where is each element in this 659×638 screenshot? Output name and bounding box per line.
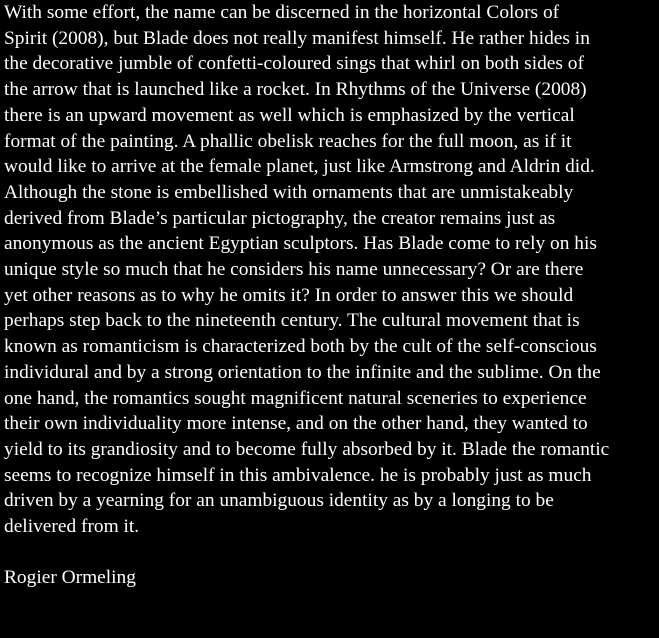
article-line: individural and by a strong orientation to the infinite and the sublime. On the (4, 361, 601, 383)
article-line: format of the painting. A phallic obelisk reaches for the full moon, as if it (4, 130, 572, 152)
article-line: would like to arrive at the female planet, just like Armstrong and Aldrin did. (4, 156, 595, 178)
article-line: derived from Blade’s particular pictography, the creator remains just as (4, 207, 556, 229)
article-line: Although the stone is embellished with ornaments that are unmistakeably (4, 181, 574, 203)
article-line: unique style so much that he considers his name unnecessary? Or are there (4, 259, 584, 281)
article-line: yield to its grandiosity and to become fully absorbed by it. Blade the romantic (4, 438, 610, 460)
article-line: With some effort, the name can be discerned in the horizontal Colors of (4, 2, 560, 23)
article-line: the decorative jumble of confetti-coloured sings that whirl on both sides of (4, 53, 584, 75)
article-line: Spirit (2008), but Blade does not really manifest himself. He rather hides in (4, 27, 590, 49)
article-text-block (4, 0, 656, 591)
article-line: there is an upward movement as well which is emphasized by the vertical (4, 104, 575, 126)
article-line: perhaps step back to the nineteenth century. The cultural movement that is (4, 310, 580, 332)
article-line: yet other reasons as to why he omits it? In order to answer this we should (4, 284, 574, 306)
article-line: their own individuality more intense, and on the other hand, they wanted to (4, 413, 588, 435)
article-line: delivered from it. (4, 516, 140, 538)
article-line: seems to recognize himself in this ambivalence. he is probably just as much (4, 464, 592, 486)
author-name: Rogier Ormeling (4, 567, 136, 589)
article-line: anonymous as the ancient Egyptian sculptors. Has Blade come to rely on his (4, 233, 597, 255)
article-line: known as romanticism is characterized both by the cult of the self-conscious (4, 336, 597, 358)
article-line: the arrow that is launched like a rocket. In Rhythms of the Universe (2008) (4, 79, 587, 101)
article-line: driven by a yearning for an unambiguous identity as by a longing to be (4, 490, 554, 512)
article-line: one hand, the romantics sought magnificent natural sceneries to experience (4, 387, 587, 409)
